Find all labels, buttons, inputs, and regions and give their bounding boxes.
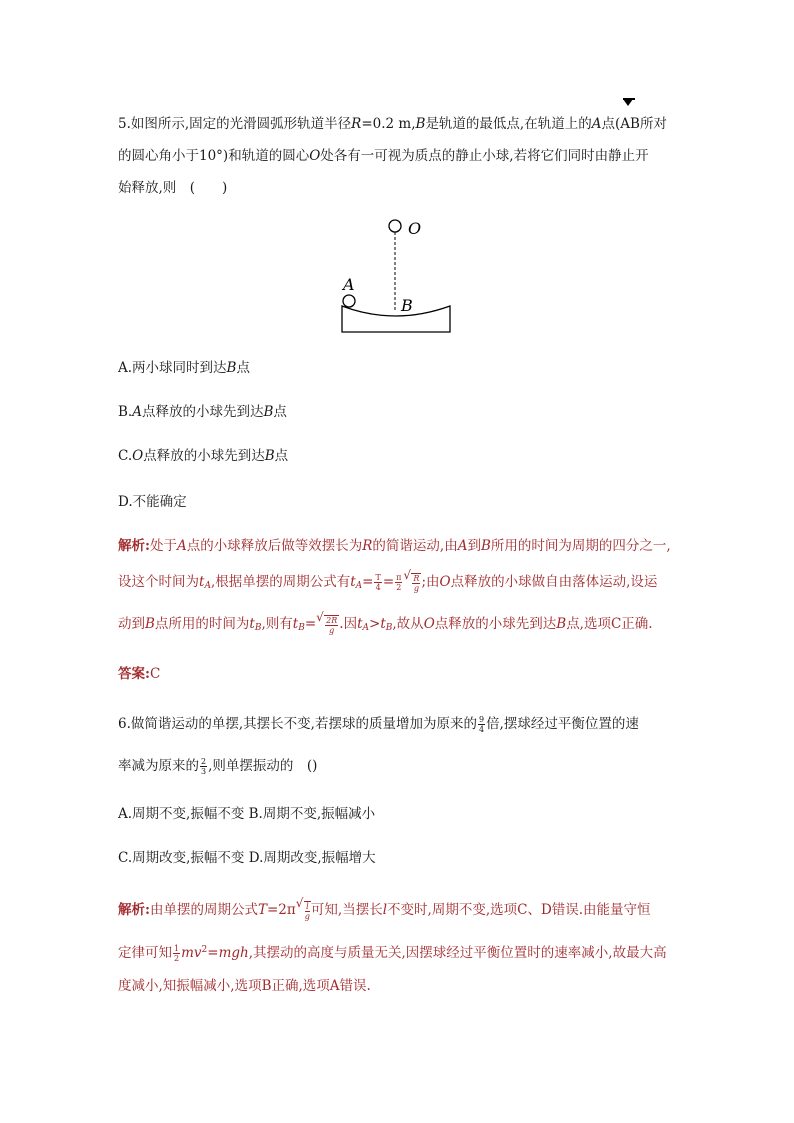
solution-text: 点释放的小球先到达: [434, 616, 557, 632]
operator: =: [362, 574, 374, 590]
q5-text: 的圆心角小于10°)和轨道的圆心: [118, 148, 310, 164]
denominator: 3: [201, 767, 207, 776]
q5-line-2: [118, 146, 649, 166]
solution-text: 到: [467, 538, 481, 554]
solution-text: 点所用的时间为: [154, 616, 250, 632]
pendulum-track-figure: [330, 210, 460, 338]
symbol: O: [439, 574, 451, 590]
point-o-symbol: O: [309, 148, 321, 164]
option-text: B.: [118, 404, 133, 420]
q5-option-c: [118, 446, 288, 466]
subscript: A: [204, 581, 211, 591]
q6-options-ab: [118, 804, 375, 824]
solution-text: 点,选项C正确.: [566, 616, 653, 632]
arc-marker-icon: [623, 99, 633, 106]
option-text: C.: [118, 448, 133, 464]
q6-line-2: [118, 756, 317, 776]
denominator: 2: [174, 954, 180, 963]
numerator: 1: [174, 944, 180, 953]
solution-text: 度减小,知振幅减小,选项B正确,选项A错误.: [118, 978, 371, 994]
superscript: 2: [201, 945, 208, 955]
point-symbol: B: [264, 448, 275, 464]
arc-text: AB: [620, 116, 640, 132]
numerator: 2: [201, 757, 207, 766]
solution-text: 可知,当摆长: [310, 902, 383, 918]
point-symbol: O: [132, 448, 144, 464]
sqrt-2r-over-g: [324, 615, 339, 635]
fraction-pi-over-2: [395, 573, 402, 592]
subscript: B: [254, 623, 262, 633]
numerator: π: [396, 573, 402, 582]
answer-label: 答案:: [118, 666, 150, 682]
option-text: 点: [274, 448, 289, 464]
symbol: t: [357, 616, 363, 632]
option-text: C.周期改变,振幅不变 D.周期改变,振幅增大: [118, 850, 376, 866]
answer-5: [118, 664, 160, 684]
solution-5-line-1: [118, 536, 671, 556]
symbol: t: [199, 574, 205, 590]
denominator: g: [304, 911, 310, 921]
point-symbol: B: [263, 404, 274, 420]
q5-option-a: [118, 358, 250, 378]
ball-o-icon: [389, 220, 401, 232]
point-symbol: B: [226, 360, 237, 376]
sqrt-r-over-g: [411, 573, 421, 593]
q5-text: 始释放,则 ( ): [118, 180, 228, 196]
solution-text: 点的小球释放后做等效摆长为: [186, 538, 363, 554]
answer-value: C: [149, 666, 161, 682]
subscript: B: [298, 623, 305, 633]
symbol: A: [176, 538, 187, 554]
q5-text: 点(: [601, 116, 621, 132]
solution-text: 由单摆的周期公式: [149, 902, 258, 918]
solution-text: .因: [339, 616, 358, 632]
solution-text: ,根据单摆的周期公式有: [210, 574, 351, 590]
fraction-1-over-2: [173, 944, 180, 963]
option-text: 点: [236, 360, 250, 376]
subscript: A: [362, 623, 370, 633]
solution-text: ,其摆动的高度与质量无关,因摆球经过平衡位置时的速率减小,故最大高: [248, 945, 667, 961]
solution-5-line-3: [118, 614, 653, 638]
symbol: t: [380, 616, 386, 632]
denominator: g: [329, 625, 335, 635]
option-text: 点释放的小球先到达: [143, 448, 265, 464]
solution-6-line-3: [118, 976, 371, 996]
numerator: T: [375, 573, 381, 582]
solution-label: 解析:: [118, 538, 150, 554]
solution-text: 设这个时间为: [118, 574, 199, 590]
label-b: B: [401, 296, 413, 315]
numerator: √ R: [413, 573, 420, 583]
point-symbol: A: [132, 404, 142, 420]
operator: =: [304, 616, 317, 632]
symbol: O: [423, 616, 435, 632]
denominator: g: [413, 583, 419, 593]
solution-text: ,则有: [261, 616, 293, 632]
q6-text: 6.做简谐运动的单摆,其摆长不变,若摆球的质量增加为原来的: [118, 716, 477, 732]
arc-ab-label: [620, 114, 640, 134]
subscript: A: [355, 581, 363, 591]
ball-a-icon: [343, 295, 355, 307]
q5-line-1: [118, 114, 667, 134]
operator: >: [369, 616, 381, 632]
numerator: 9: [478, 715, 485, 724]
symbol: t: [249, 616, 255, 632]
solution-text: 动到: [118, 616, 145, 632]
option-text: D.不能确定: [118, 494, 187, 510]
numerator: √ 2R: [326, 615, 338, 625]
q6-line-1: [118, 714, 639, 734]
symbol: t: [350, 574, 356, 590]
solution-6-line-2: [118, 940, 667, 963]
symbol: R: [362, 538, 373, 554]
denominator: 2: [396, 583, 402, 592]
q5-text: 5.如图所示,固定的光滑圆弧形轨道半径: [118, 116, 352, 132]
solution-text: ,故从: [392, 616, 424, 632]
option-text: 点释放的小球先到达: [141, 404, 264, 420]
label-o: O: [408, 219, 422, 238]
q6-options-cd: [118, 848, 376, 868]
circular-track: [342, 306, 450, 332]
q5-text: =0.2 m,: [361, 116, 416, 132]
symbol: B: [480, 538, 491, 554]
q6-text: 倍,摆球经过平衡位置的速: [486, 716, 639, 732]
q6-text: ,则单摆振动的 (): [208, 758, 318, 774]
numerator: √ l: [306, 901, 309, 911]
sqrt-l-over-g: [304, 901, 311, 921]
symbol: A: [457, 538, 468, 554]
radius-symbol: R: [351, 116, 362, 132]
symbol: B: [556, 616, 567, 632]
solution-6-line-1: [118, 900, 651, 921]
symbol: B: [145, 616, 155, 632]
solution-text: 处于: [149, 538, 177, 554]
solution-text: 点释放的小球做自由落体运动,设运: [450, 574, 658, 590]
option-text: A.两小球同时到达: [118, 360, 227, 376]
solution-text: 所用的时间为周期的四分之一,: [490, 538, 671, 554]
solution-5-line-2: [118, 572, 657, 596]
fraction-2-over-3: [200, 757, 207, 776]
denominator: 4: [478, 725, 485, 734]
solution-text: 的简谐运动,由: [372, 538, 458, 554]
point-a-symbol: A: [591, 116, 602, 132]
equation: =mgh: [207, 945, 249, 961]
symbol: T: [257, 902, 267, 918]
label-a: A: [343, 275, 355, 294]
solution-text: 不变时,周期不变,选项C、D错误.由能量守恒: [387, 902, 651, 918]
denominator: 4: [375, 583, 381, 592]
q5-line-3: [118, 178, 227, 198]
q5-option-b: [118, 402, 287, 422]
symbol: l: [382, 902, 388, 918]
symbol: t: [292, 616, 299, 632]
fraction-t-over-4: [374, 573, 381, 592]
point-b-symbol: B: [415, 116, 426, 132]
solution-text: ;由: [421, 574, 440, 590]
subscript: B: [385, 623, 393, 633]
q5-text: 处各有一可视为质点的静止小球,若将它们同时由静止开: [320, 148, 649, 164]
solution-label: 解析:: [118, 902, 150, 918]
option-text: A.周期不变,振幅不变 B.周期不变,振幅减小: [118, 806, 376, 822]
fraction-9-over-4: [478, 715, 485, 734]
solution-text: 定律可知: [118, 945, 172, 961]
q5-text: 所对: [639, 116, 667, 132]
operator: =: [382, 574, 395, 590]
symbol: mv: [181, 945, 202, 961]
q6-text: 率减为原来的: [118, 758, 199, 774]
operator: =2π: [267, 902, 296, 918]
q5-option-d: [118, 492, 187, 512]
q5-text: 是轨道的最低点,在轨道上的: [425, 116, 592, 132]
option-text: 点: [273, 404, 287, 420]
